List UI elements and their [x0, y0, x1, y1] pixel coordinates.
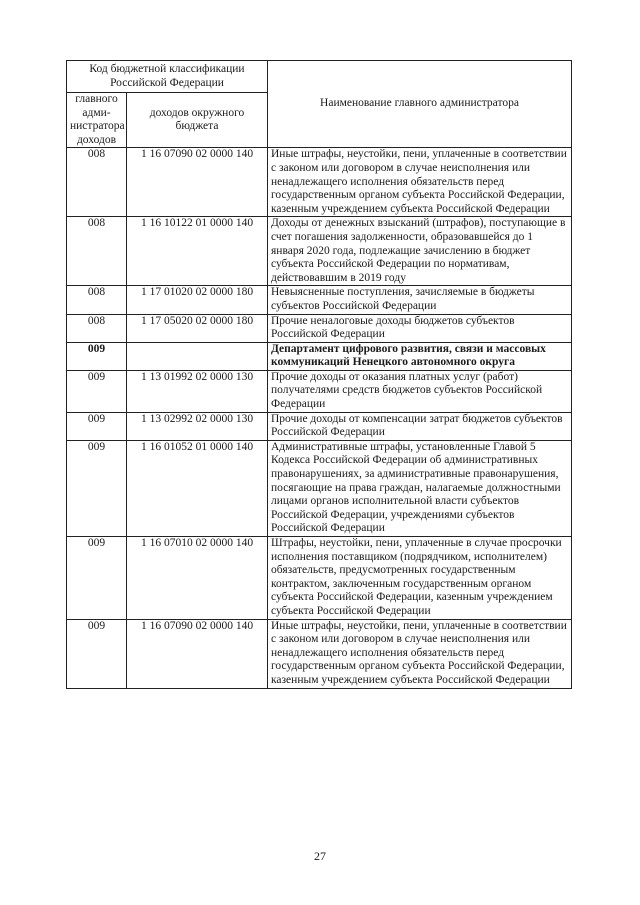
- revenue-code-cell: 1 16 01052 01 0000 140: [127, 440, 268, 536]
- revenue-code-cell: 1 16 07090 02 0000 140: [127, 619, 268, 688]
- admin-code-cell: 008: [67, 217, 127, 286]
- header-admin-code: главного адми-нистратора доходов: [67, 93, 127, 148]
- budget-classification-table: [66, 60, 572, 689]
- table-row: [67, 412, 572, 440]
- admin-code-cell: 009: [67, 370, 127, 412]
- admin-code-cell: 008: [67, 286, 127, 314]
- header-admin-name: Наименование главного администратора: [268, 61, 572, 148]
- table-row: [67, 440, 572, 536]
- table-row: [67, 342, 572, 370]
- administrator-name-cell: Административные штрафы, установленные Главой 5 Кодекса Российской Федерации об административных правонарушениях, за административные правонарушения, посягающие на права граждан, налагаемые должностными лицами органов исполнительной власти субъектов Российской Федерации, учреждениями субъектов Российской Федерации: [268, 440, 572, 536]
- administrator-name-cell: Прочие доходы от оказания платных услуг (работ) получателями средств бюджетов субъектов Российской Федерации: [268, 370, 572, 412]
- admin-code-cell: 009: [67, 619, 127, 688]
- administrator-name-cell: Департамент цифрового развития, связи и массовых коммуникаций Ненецкого автономного округа: [268, 342, 572, 370]
- table-row: [67, 286, 572, 314]
- header-revenue-code: доходов окружного бюджета: [127, 93, 268, 148]
- administrator-name-cell: Невыясненные поступления, зачисляемые в бюджеты субъектов Российской Федерации: [268, 286, 572, 314]
- table-row: [67, 148, 572, 217]
- revenue-code-cell: [127, 342, 268, 370]
- table-body: [67, 148, 572, 688]
- admin-code-cell: 009: [67, 537, 127, 620]
- admin-code-cell: 009: [67, 342, 127, 370]
- administrator-name-cell: Иные штрафы, неустойки, пени, уплаченные в соответствии с законом или договором в случае неисполнения или ненадлежащего исполнения обязательств перед государственным органом субъекта Российской Федерации, казенным учреждением субъекта Российской Федерации: [268, 148, 572, 217]
- revenue-code-cell: 1 16 07090 02 0000 140: [127, 148, 268, 217]
- header-group-title: Код бюджетной классификации Российской Федерации: [67, 61, 268, 93]
- header-row-1: [67, 61, 572, 93]
- admin-code-cell: 008: [67, 148, 127, 217]
- revenue-code-cell: 1 16 10122 01 0000 140: [127, 217, 268, 286]
- page-number: 27: [314, 849, 326, 863]
- table-row: [67, 217, 572, 286]
- table-row: [67, 370, 572, 412]
- administrator-name-cell: Иные штрафы, неустойки, пени, уплаченные в соответствии с законом или договором в случае неисполнения или ненадлежащего исполнения обязательств перед государственным органом субъекта Российской Федерации, казенным учреждением субъекта Российской Федерации: [268, 619, 572, 688]
- revenue-code-cell: 1 17 05020 02 0000 180: [127, 314, 268, 342]
- admin-code-cell: 008: [67, 314, 127, 342]
- admin-code-cell: 009: [67, 440, 127, 536]
- table-row: [67, 537, 572, 620]
- administrator-name-cell: Прочие доходы от компенсации затрат бюджетов субъектов Российской Федерации: [268, 412, 572, 440]
- administrator-name-cell: Доходы от денежных взысканий (штрафов), поступающие в счет погашения задолженности, образовавшейся до 1 января 2020 года, подлежащие зачислению в бюджет субъекта Российской Федерации по нормативам, действовавшим в 2019 году: [268, 217, 572, 286]
- administrator-name-cell: Прочие неналоговые доходы бюджетов субъектов Российской Федерации: [268, 314, 572, 342]
- administrator-name-cell: Штрафы, неустойки, пени, уплаченные в случае просрочки исполнения поставщиком (подрядчиком, исполнителем) обязательств, предусмотренных государственным контрактом, заключенным государственным органом субъекта Российской Федерации, казенным учреждением субъекта Российской Федерации: [268, 537, 572, 620]
- revenue-code-cell: 1 17 01020 02 0000 180: [127, 286, 268, 314]
- revenue-code-cell: 1 13 01992 02 0000 130: [127, 370, 268, 412]
- revenue-code-cell: 1 13 02992 02 0000 130: [127, 412, 268, 440]
- table-row: [67, 314, 572, 342]
- admin-code-cell: 009: [67, 412, 127, 440]
- table-row: [67, 619, 572, 688]
- revenue-code-cell: 1 16 07010 02 0000 140: [127, 537, 268, 620]
